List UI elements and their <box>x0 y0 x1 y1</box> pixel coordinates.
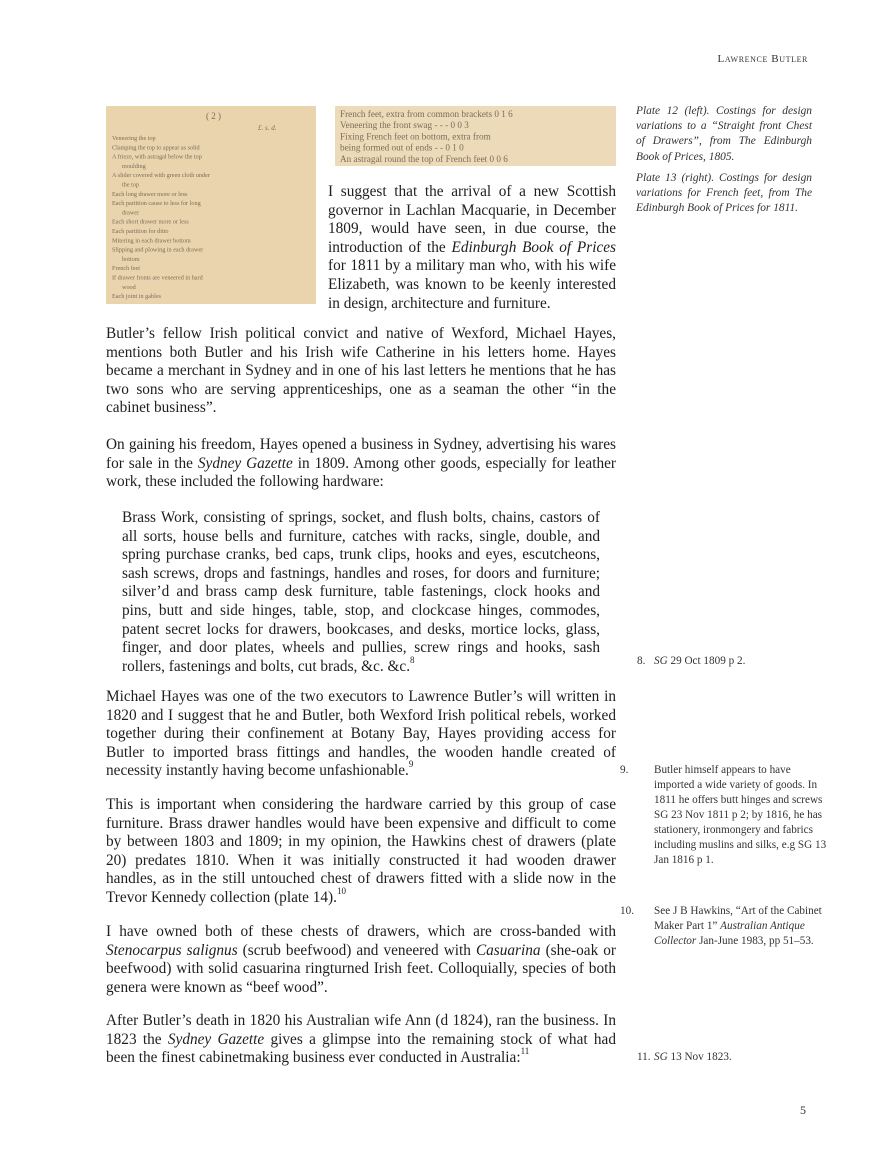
caption-column <box>636 104 812 216</box>
plate-line: If drawer fronts are veneered in hard <box>112 274 203 282</box>
plate-12-page-number: ( 2 ) <box>206 111 221 121</box>
plate-line: An astragal round the top of French feet 0 0 6 <box>340 153 508 164</box>
plate-line: drawer <box>122 209 140 217</box>
plate-12-image <box>106 106 316 304</box>
plate-line: Clamping the top to appear as solid <box>112 144 200 152</box>
plate-13-caption-text: Plate 13 (right). Costings for design variations for French feet, from The Edinburgh Book of Prices for 1811. <box>636 171 812 215</box>
plate-line: Veneering the front swag - - - 0 0 3 <box>340 120 469 131</box>
plate-line: Slipping and plowing in each drawer <box>112 246 204 254</box>
paragraph-6: I have owned both of these chests of drawers, which are cross-banded with Stenocarpus salignus (scrub beefwood) and veneered with Casuarina (she-oak or beefwood) with solid casuarina ringturned Irish feet. Colloquially, species of both genera were known as “beef wood”. <box>106 923 617 996</box>
block-quote: Brass Work, consisting of springs, socket, and flush bolts, chains, castors of all sorts, house bells and furniture, catches with racks, single, double, and spring purchase cranks, bed caps, trunk clips, hooks and eyes, escutcheons, sash screws, drops and fastnings, handles and roses, for doors and furniture; silver’d and brass camp desk furniture, table fastenings, clock hooks and pins, butt and side hinges, table, stop, and clockcase hinges, commodes, patent secret locks for drawers, bookcases, and desks, mortice locks, glass, finger, and door plates, wheels and pullies, screw rings and hooks, sash rollers, fastenings and bolts, cut brads, &c. &c.$^8$ <box>122 509 600 675</box>
plate-13-image <box>335 106 616 166</box>
plate-line: wood <box>122 283 136 291</box>
footnote-10: 10. See J B Hawkins, “Art of the Cabinet Maker Part 1” Australian Antique Collector Jan-June 1983, pp 51–53. <box>620 905 822 947</box>
running-head: Lawrence Butler <box>717 53 808 65</box>
footnote-ref-11[interactable]: 11 <box>520 1046 530 1057</box>
plate-line: French feet <box>112 265 141 273</box>
plate-13-scan <box>335 106 616 166</box>
plate-line: Each joint in gables <box>112 293 161 301</box>
plate-line: the top <box>122 181 140 189</box>
plate-line: Each partition cause to less for long <box>112 200 201 208</box>
plate-12-scan <box>106 106 316 304</box>
paragraph-7: After Butler’s death in 1820 his Australian wife Ann (d 1824), ran the business. In 1823 the Sydney Gazette gives a glimpse into the remaining stock of what had been the finest cabinetmaking business ever conducted in Australia:$^{11}$ <box>106 1012 616 1067</box>
plate-13-caption <box>636 171 812 217</box>
plate-line: Each short drawer more or less <box>112 218 189 226</box>
plate-line: Each long drawer more or less <box>112 190 188 198</box>
plate-line: French feet, extra from common brackets 0 1 6 <box>340 109 513 119</box>
footnote-9: 9. Butler himself appears to have imported a wide variety of goods. In 1811 he offers butt hinges and screws SG 23 Nov 1811 p 2; by 1816, he has stationery, ironmongery and fabrics including muslins and silks, e.g SG 13 Jan 1816 p 1. <box>620 764 827 866</box>
plate-12-caption-text: Plate 12 (left). Costings for design variations to a “Straight front Chest of Drawers”, from The Edinburgh Book of Prices, 1805. <box>636 105 812 163</box>
plate-13-price-list <box>340 109 513 164</box>
plate-line: Fixing French feet on bottom, extra from <box>340 131 491 142</box>
page-number: 5 <box>800 1103 806 1117</box>
paragraph-5: This is important when considering the hardware carried by this group of case furniture. Brass drawer handles would have been expensive and difficult to come by between 1803 and 1809; in my opinion, the Hawkins chest of drawers (plate 20) predates 1810. When it was initially constructed it had wooden drawer handles, as in the still untouched chest of drawers fitted with a slide now in the Trevor Kennedy collection (plate 14).$^{10}$ <box>106 796 616 906</box>
plate-12-caption <box>636 104 812 165</box>
paragraph-1: I suggest that the arrival of a new Scottish governor in Lachlan Macquarie, in December 1809, would have seen, in due course, the introduction of the Edinburgh Book of Prices for 1811 by a military man who, with his wife Elizabeth, was known to be keenly interested in design, architecture and furniture. <box>328 183 616 312</box>
plate-line: A slider covered with green cloth under <box>112 172 210 180</box>
plate-line: being formed out of ends - - 0 1 0 <box>340 142 464 153</box>
paragraph-4: Michael Hayes was one of the two executors to Lawrence Butler’s will written in 1820 and I suggest that he and Butler, both Wexford Irish political rebels, worked together during their confinement at Botany Bay, Hayes providing access for Butler to imported brass fittings and handles, the wooden handle created of necessity instantly having become unfashionable.$^9$ <box>106 688 616 780</box>
plate-line: A frieze, with astragal below the top <box>112 153 202 161</box>
paragraph-2: Butler’s fellow Irish political convict and native of Wexford, Michael Hayes, mentions both Butler and his Irish wife Catherine in his letters home. Hayes became a merchant in Sydney and in one of his last letters he mentions that he has two sons who are serving apprenticeships, one as a seaman the other “in the cabinet business”. <box>106 325 616 417</box>
footnote-11: 11. SG 13 Nov 1823. <box>637 1051 732 1063</box>
footnote-ref-10[interactable]: 10 <box>336 885 346 896</box>
plate-line: Each partition for ditto <box>112 228 169 235</box>
plate-line: moulding <box>122 162 146 170</box>
plate-line: Veneering the top <box>112 135 156 142</box>
paragraph-3: On gaining his freedom, Hayes opened a business in Sydney, advertising his wares for sale in the Sydney Gazette in 1809. Among other goods, especially for leather work, these included the following hardware: <box>106 436 616 491</box>
plate-12-currency-header: £. s. d. <box>258 124 277 132</box>
footnote-ref-8[interactable]: 8 <box>410 654 415 665</box>
plate-line: bottom <box>122 255 140 263</box>
plate-line: Mitering in each drawer bottom <box>112 237 191 245</box>
footnote-8: 8. SG 29 Oct 1809 p 2. <box>637 655 746 667</box>
footnote-ref-9[interactable]: 9 <box>408 759 414 770</box>
